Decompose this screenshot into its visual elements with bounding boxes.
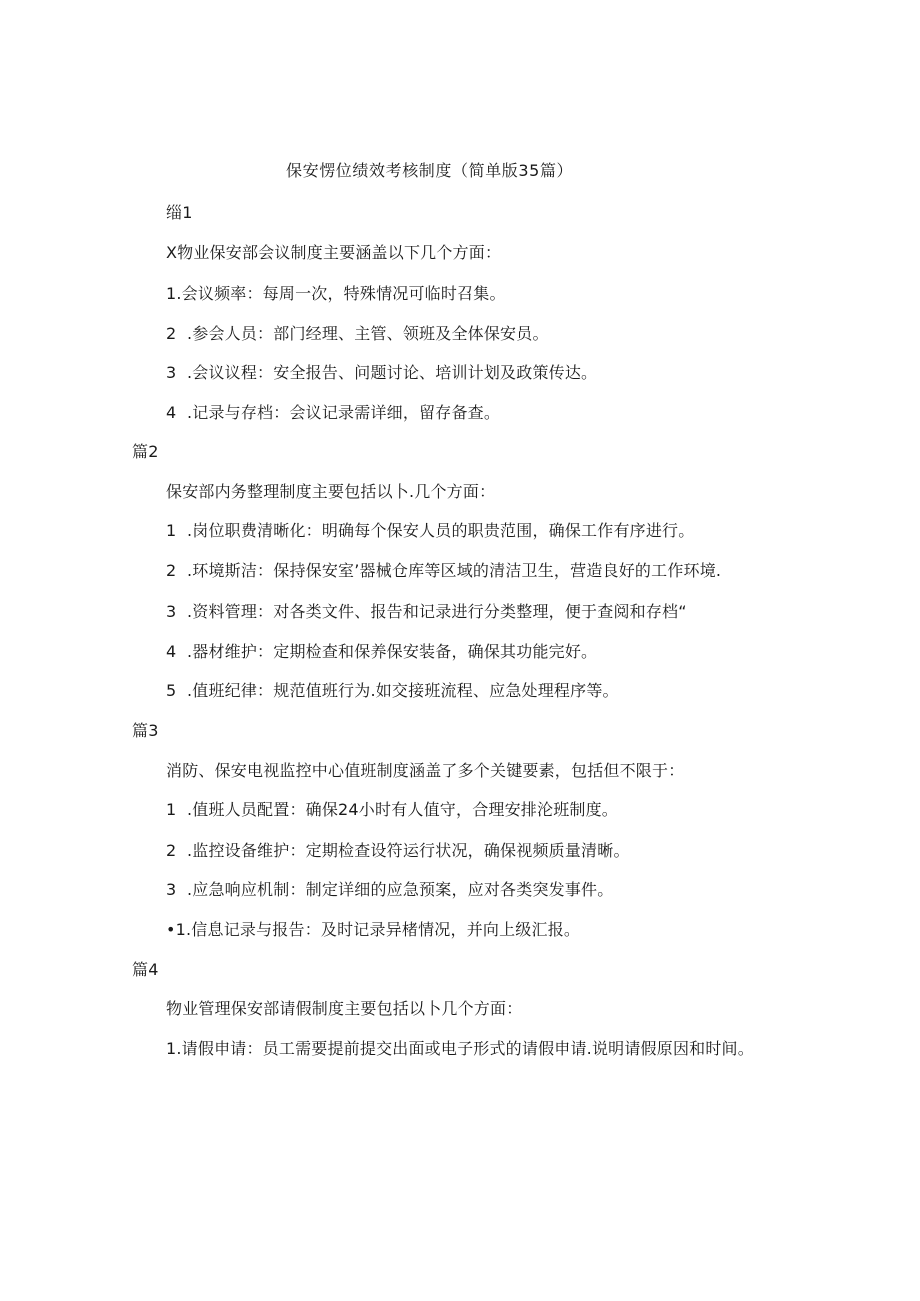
list-item: 1 .岗位职费清晰化：明确每个保安人员的职贵范围，确保工作有序进行。 [166,521,695,540]
list-item: 3 .资料管理：对各类文件、报告和记录进行分类整理，便于查阅和存档“ [166,602,687,621]
section-heading: 篇3 [132,721,159,740]
document-title: 保安愣位绩效考核制度（简单版35篇） [286,161,574,180]
section-intro: 物业管理保安部请假制度主要包括以卜几个方面： [166,999,523,1018]
section-heading: 篇4 [132,960,159,979]
section-heading: 缁1 [166,203,193,222]
list-item: 3 .应急响应机制：制定详细的应急预案，应对各类突发事件。 [166,880,614,899]
list-item: 1 .值班人员配置：确保24小时有人值守，合理安排沦班制度。 [166,800,618,819]
list-item: 1.会议频率：每周一次，特殊情况可临时召集。 [166,284,506,303]
section-heading: 篇2 [132,442,159,461]
section-intro: X物业保安部会议制度主要涵盖以下几个方面： [166,243,502,262]
section-intro: 保安部内务整理制度主要包括以卜.几个方面： [166,482,496,501]
list-item: 4 .记录与存档：会议记录需详细，留存备查。 [166,403,501,422]
list-item: 2 .监控设备维护：定期检查设符运行状况，确保视频质量清晰。 [166,841,630,860]
list-item: 3 .会议议程：安全报告、问题讨论、培训计划及政策传达。 [166,363,598,382]
list-item: •1.信息记录与报告：及时记录异楮情况，并向上级汇报。 [166,920,581,939]
list-item: 4 .器材维护：定期检查和保养保安装备，确保其功能完好。 [166,642,598,661]
list-item: 2 .参会人员：部门经理、主管、领班及全体保安员。 [166,324,549,343]
list-item: 5 .值班纪律：规范值班行为.如交接班流程、应急处理程序等。 [166,681,619,700]
section-intro: 消防、保安电视监控中心值班制度涵盖了多个关键要素，包括但不限于： [166,761,685,780]
list-item: 1.请假申请：员工需要提前提交出面或电子形式的请假申请.说明请假原因和时间。 [166,1039,754,1058]
list-item: 2 .环境斯洁：保持保安室’器械仓库等区域的清洁卫生，营造良好的工作环境. [166,561,722,580]
